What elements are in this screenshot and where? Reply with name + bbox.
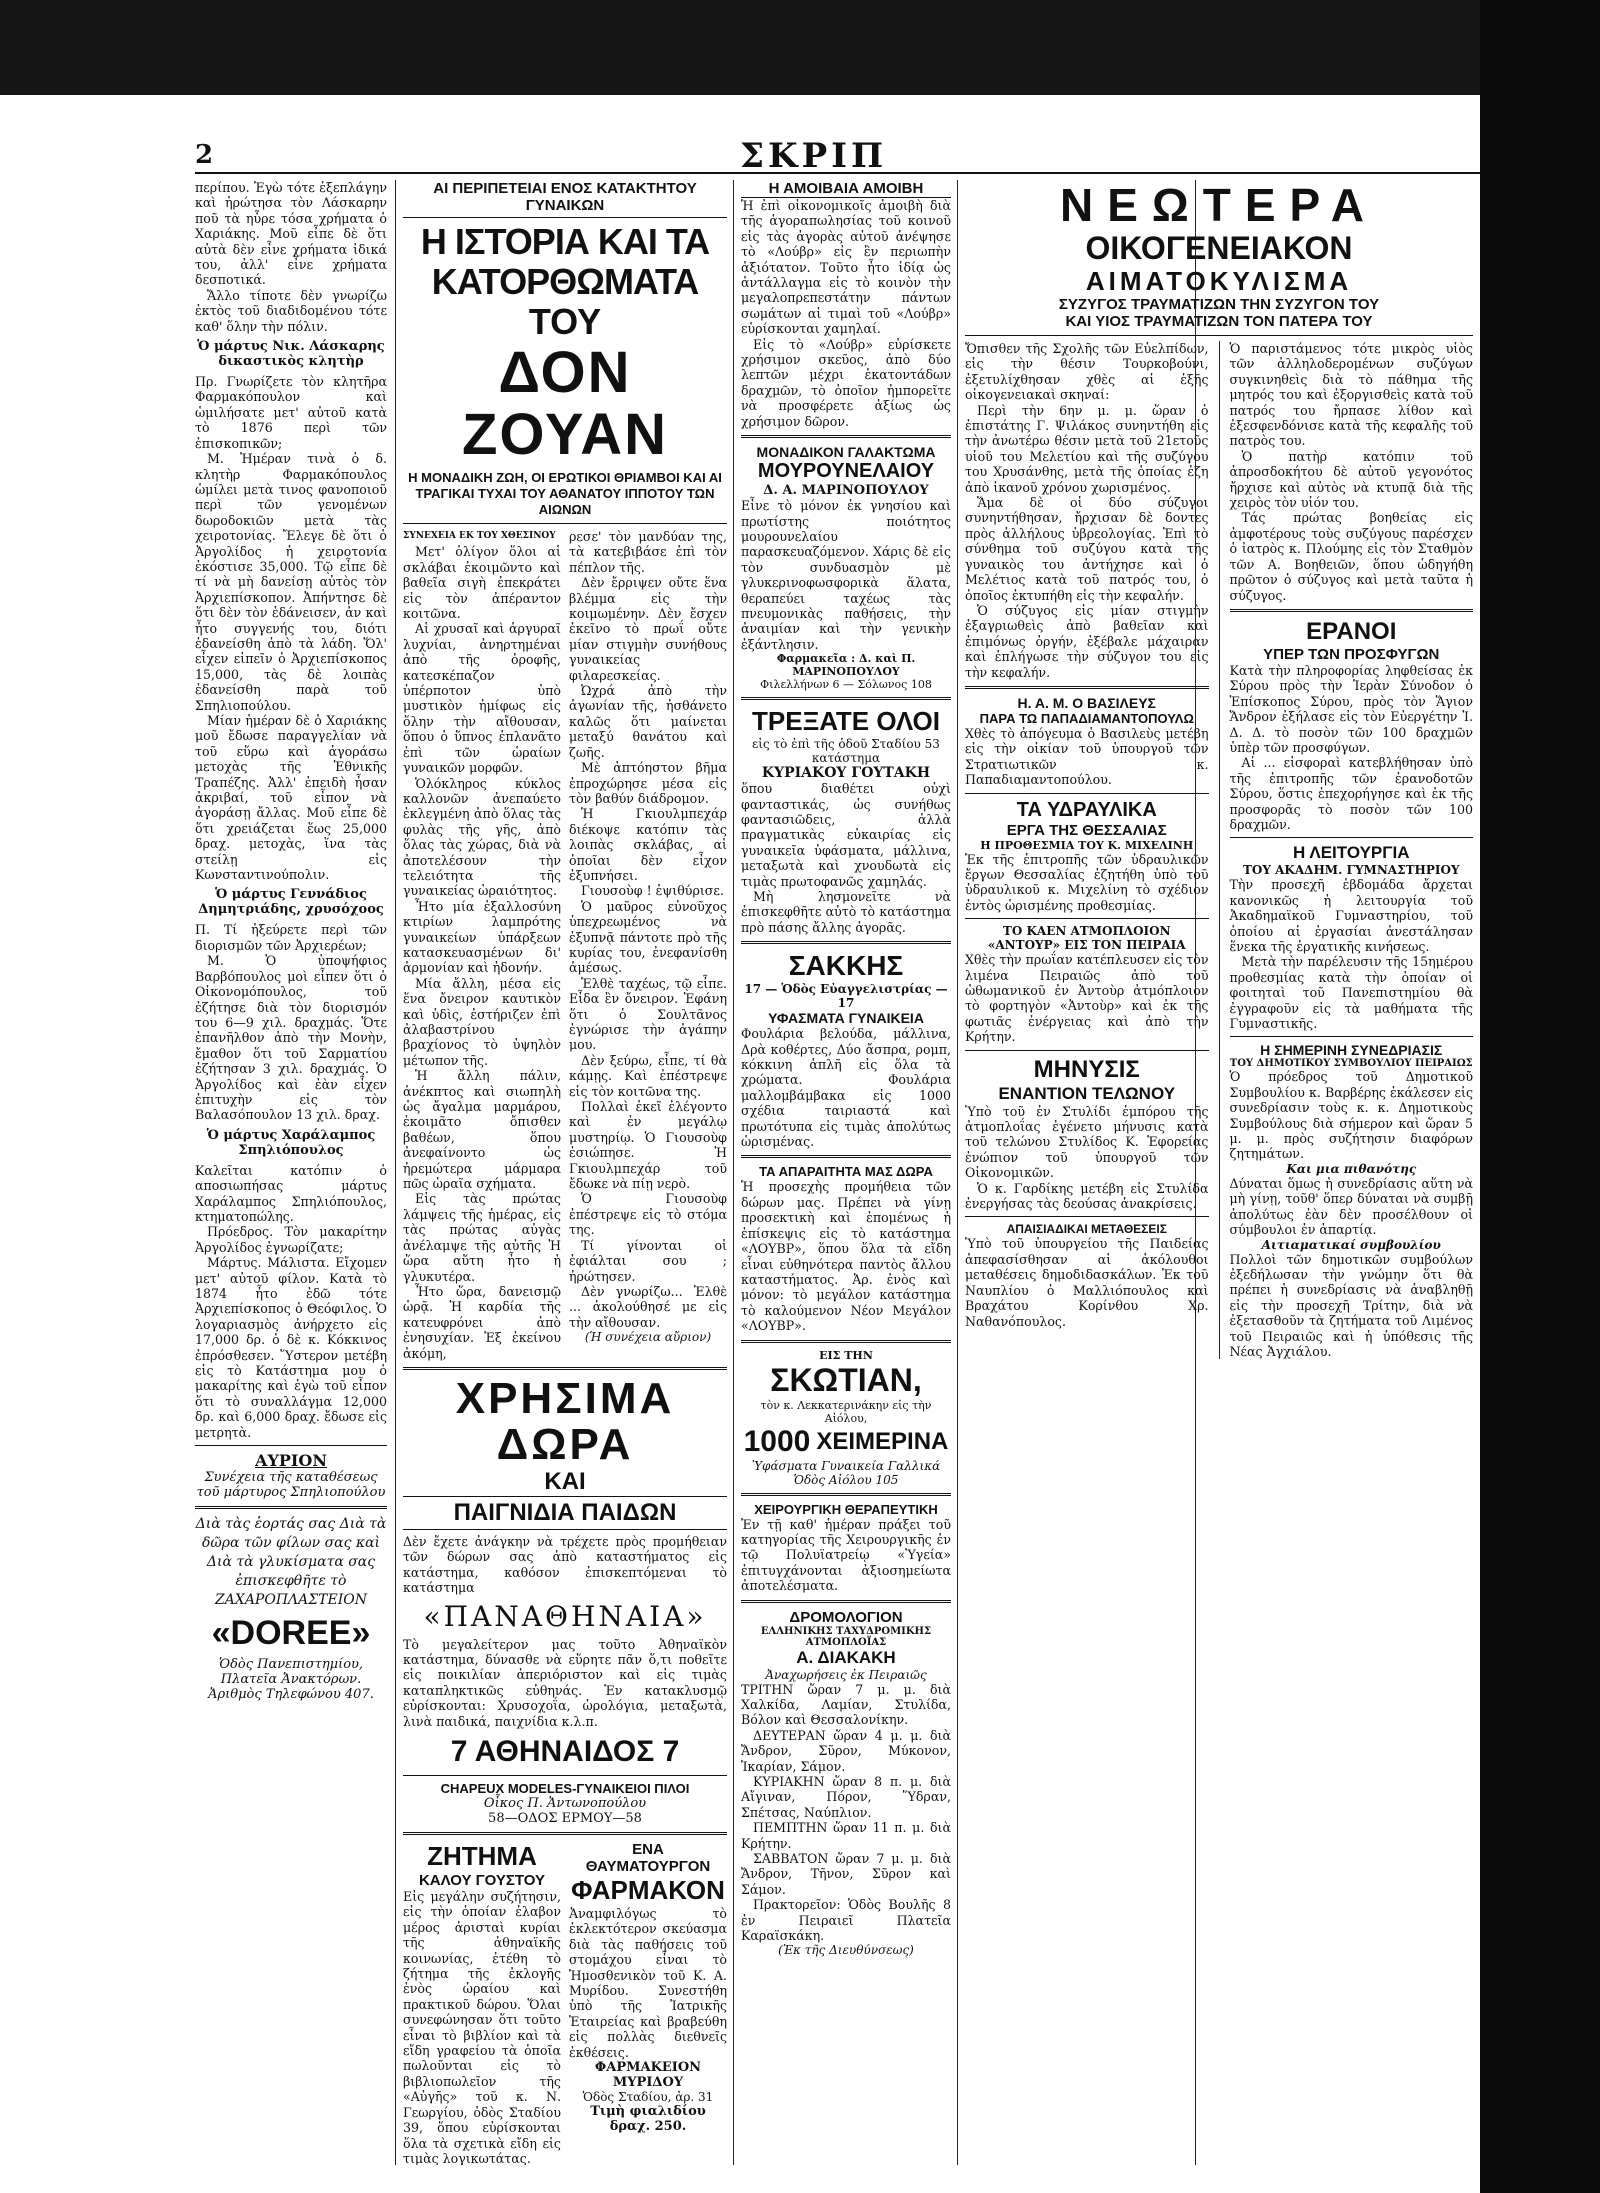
paragraph: Ὑπὸ τοῦ ἐν Στυλίδι ἐμπόρου τῆς ἀτμοπλοΐας ἐγένετο μήνυσις κατὰ τοῦ τελώνου Στυλίδος Κ. Ἑφορείας ἐνώπιον τοῦ ὑπουργοῦ τῶν Οἰκονομικῶν. (965, 1103, 1209, 1181)
news-heading: ΤΑ ΥΔΡΑΥΛΙΚΑ (1016, 798, 1157, 821)
witness-heading: Ὁ μάρτυς Νικ. Λάσκαρης δικαστικὸς κλητὴρ (197, 339, 385, 370)
divider (965, 793, 1209, 794)
paragraph: ΚΥΡΙΑΚΗΝ ὥραν 8 π. μ. διὰ Αἴγιναν, Πόρον, Ὕδραν, Σπέτσας, Ναύπλιον. (741, 1774, 951, 1820)
column-advertisements (741, 180, 951, 2165)
story-subcolumn (569, 529, 727, 1361)
news-subheading: ΣΥΖΥΓΟΣ ΤΡΑΥΜΑΤΙΖΩΝ ΤΗΝ ΣΥΖΥΓΟΝ ΤΟΥ (1058, 296, 1380, 313)
story-subheading: Η ΜΟΝΑΔΙΚΗ ΖΩΗ, ΟΙ ΕΡΩΤΙΚΟΙ ΘΡΙΑΜΒΟΙ ΚΑΙ ΑΙ ΤΡΑΓΙΚΑΙ ΤΥΧΑΙ ΤΟΥ ΑΘΑΝΑΤΟΥ ΙΠΠΟΤΟΥ ΤΩΝ ΑΙΩΝΩΝ (408, 470, 722, 517)
ad-1000-row (741, 1425, 951, 1459)
ad-heading: ΣΚΩΤΙΑΝ, (770, 1361, 922, 1398)
news-heading: ΠΑΡΑ ΤΩ ΠΑΠΑΔΙΑΜΑΝΤΟΠΟΥΛΩ (979, 710, 1194, 726)
paragraph: Ἦτο ὥρα, δανεισμῷ ὡρᾷ. Ἡ καρδία τῆς κατευφρόνει ἀπὸ ἐνησυχίαν. Ἐξ ἐκείνου ἀκόμη, (403, 1283, 561, 1361)
tomorrow-heading: ΑΥΡΙΟΝ (255, 1451, 327, 1471)
paragraph: Δὲν ξεύρω, εἶπε, τί θὰ κάμῃς. Καὶ ἐπέστρεψε εἰς τὸν κοιτῶνα της. (569, 1052, 727, 1099)
news-heading: Η ΛΕΙΤΟΥΡΓΙΑ (1293, 843, 1410, 863)
paragraph: Πρακτορεῖον: Ὁδὸς Βουλῆς 8 ἐν Πειραιεῖ Πλατεῖα Καραϊσκάκη. (741, 1897, 951, 1944)
ad-heading: ΧΕΙΡΟΥΡΓΙΚΗ ΘΕΡΑΠΕΥΤΙΚΗ (754, 1501, 938, 1517)
news-heading: Η ΣΗΜΕΡΙΝΗ ΣΥΝΕΔΡΙΑΣΙΣ (1260, 1042, 1443, 1059)
ad-zitima-h2: ΚΑΛΟΥ ΓΟΥΣΤΟΥ (418, 1872, 546, 1889)
paragraph: ὅπου διαθέτει οὐχὶ φανταστικάς, ὡς συνήθως φαντασιῶδεις, ἀλλὰ πραγματικὰς εὐκαιρίας εἰς γυναικεῖα ὑφάσματα, μάλλινα, μεταξωτὰ καὶ χνουδωτὰ εἰς τιμὰς πρωτοφανῶς χαμηλάς. (741, 781, 951, 889)
ad-hats-title: CHAPEUX MODELES-ΓΥΝΑΙΚΕΙΟΙ ΠΙΛΟΙ (440, 1781, 690, 1796)
paragraph: Περὶ τὴν 6ην μ. μ. ὥραν ὁ ἐπιστάτης Γ. Ψιλάκος συνηντήθη εἰς τὴν ἀνωτέρω θέσιν μετὰ τοῦ 21ετοῦς υἱοῦ του Μελετίου καὶ τῆς συζύγου του Χρυσάνθης, μετὰ τῆς ὁποίας ἐζη ἀπὸ ἱκανοῦ χρόνου χωρισμένος. (965, 402, 1209, 495)
tomorrow-note: Συνέχεια τῆς καταθέσεως τοῦ μάρτυρος Σπηλιοπούλου (196, 1470, 386, 1501)
ad-heading: ΜΟΝΑΔΙΚΟΝ ΓΑΛΑΚΤΩΜΑ (756, 444, 936, 461)
paragraph: Μίαν ἡμέραν δὲ ὁ Χαριάκης μοῦ ἔδωσε παραγγελίαν νὰ τοῦ εὕρω καὶ ἀγοράσω μετοχὰς τῆς Ἐθνικῆς Τραπέζης. Ἀλλ' ἐπειδὴ ἦσαν ἀκριβαί, τοῦ εἶπον νὰ ἀγοράσῃ ἄλλας. Μοῦ εἶπε δὲ ὅτι χρειάζεται ἕως 25,000 δραχ. μετοχὰς, ἵνα τὰς στείλῃ εἰς Κωνσταντινούπολιν. (195, 713, 387, 883)
ad-heading: ΕΛΛΗΝΙΚΗΣ ΤΑΧΥΔΡΟΜΙΚΗΣ ΑΤΜΟΠΛΟΪΑΣ (760, 1625, 932, 1648)
paragraph: ΤΡΙΤΗΝ ὥραν 7 μ. μ. διὰ Χαλκίδα, Λαμίαν, Στυλίδα, Βόλον καὶ Θεσσαλονίκην. (741, 1681, 951, 1728)
paragraph: Ἡ ἐπὶ οἰκονομικοῖς ἀμοιβὴ διὰ τῆς ἀγοραπωλησίας τοῦ κοινοῦ εἰς τὰς ἀγορὰς αὐτοῦ ἀνέψησε τὸ «Λούβρ» εἰς ἓν περιωπὴν ἀξιότατον. Τοῦτο ἦτο ἰδίᾳ ὡς ἀντάλλαγμα εἰς τὸ κοινὸν τὴν μεγαλοπρεπεστάτην πάντων σωμάτων αἱ τιμαὶ τοῦ «Λούβρ» εὑρίσκονται χαμηλαί. (741, 198, 951, 337)
ad-pharmakon-address: Ὁδὸς Σταδίου, ἀρ. 31 (582, 2090, 714, 2105)
paragraph: Φουλάρια βελούδα, μάλλινα, Δρὰ κοθέρτες, Δύο ἄσπρα, ρομπ, κόκκινη ἁπλῆ εἰς ὅλα τὰ χρώματα. Φουλάρια μαλλομβάμβακα εἰς 1000 σχέδια ταιριαστά καὶ πρωτότυπα εἰς τιμὰς ἀπολύτως ὡρισμένας. (741, 1026, 951, 1150)
divider (403, 1367, 727, 1370)
news-heading: ΤΟΥ ΔΗΜΟΤΙΚΟΥ ΣΥΜΒΟΥΛΙΟΥ ΠΕΙΡΑΙΩΣ (1229, 1058, 1473, 1070)
story-kicker: ΑΙ ΠΕΡΙΠΕΤΕΙΑΙ ΕΝΟΣ ΚΑΤΑΚΤΗΤΟΥ ΓΥΝΑΙΚΩΝ (403, 180, 727, 218)
paragraph: Ἄλλο τίποτε δὲν γνωρίζω ἐκτὸς τοῦ διαδιδομένου τότε καθ' ὅλην τὴν πόλιν. (195, 287, 387, 334)
divider (1230, 609, 1474, 612)
divider (741, 1340, 951, 1343)
story-continues: (Ἡ συνέχεια αὔριον) (584, 1330, 712, 1345)
paragraph: Ὁ μαῦρος εὐνοῦχος ὑπεχρεωμένος νὰ ἐξυπνᾷ πάντοτε πρὸ τῆς κυρίας του, ἐνεφανίσθη ἀμέσως. (569, 898, 727, 976)
paragraph: Πολλαὶ ἐκεῖ ἐλέγοντο καὶ ἐν μεγάλῳ μυστηρίῳ. Ὁ Γιουσοὺφ ἐσιώπησε. Ἡ Γκιουλμπεχάρ τοῦ ἔδωκε νὰ πίῃ νερὸ. (569, 1099, 727, 1192)
paragraph: Μὴ λησμονεῖτε νὰ ἐπισκεφθῆτε αὐτὸ τὸ κατάστημα πρὸ πάσης ἄλλης ἀγορᾶς. (741, 889, 951, 935)
news-subheading: Και μια πιθανότης (1286, 1161, 1417, 1176)
paragraph: Χθὲς τὴν πρωΐαν κατέπλευσεν εἰς τὸν λιμένα Πειραιῶς ἀπὸ τοῦ ὡθωμανικοῦ ἐν Ἀντοὺρ ἀτμόπλοιον τὸ φορτηγὸν «Ἀντοὺρ» καὶ ἐκ τῆς φωτιᾶς ἐνέργειας καὶ ἀπὸ τὴν Κρήτην. (965, 952, 1209, 1045)
paragraph: Μετ' ὀλίγον ὅλοι αἱ σκλάβαι ἐκοιμῶντο καὶ βαθεῖα σιγὴ ἐπεκράτει εἰς τὸν ἀπέραντον κοιτῶνα. (403, 544, 561, 622)
paragraph: Ἡ ἄλλη πάλιν, ἀνέκπτος καὶ σιωπηλὴ ὡς ἄγαλμα μαρμάρου, ἐκοιμᾶτο ὄπισθεν βαθέων, ὅπου ἀνεφαίνοντο ὡς ἠρεμώτερα μάρμαρα πῶς ὡραῖα σχήματα. (403, 1068, 561, 1192)
news-heading: ΜΗΝΥΣΙΣ (1033, 1055, 1140, 1083)
paragraph: Μία ἄλλη, μέσα εἰς ἕνα ὄνειρον καυτικὸν καὶ ὑδὶς, ἐστήριζεν ἐπὶ ἀλαβαστρίνου βραχίονος τὸ ὑψηλὸν μέτωπον τῆς. (403, 975, 561, 1068)
ad-pharmakon (569, 1841, 727, 2165)
ad-row (403, 1841, 727, 2165)
story-body (403, 529, 727, 1361)
ad-line: 17 — Ὁδὸς Εὐαγγελιστρίας — 17 (744, 982, 948, 1011)
ad-hats-address: 58—ΟΔΟΣ ΕΡΜΟΥ—58 (488, 1811, 642, 1826)
ad-heading: ΧΕΙΜΕΡΙΝΑ (816, 1427, 949, 1455)
ad-headline-kai: ΚΑΙ (544, 1467, 586, 1495)
story-headline: Η ΙΣΤΟΡΙΑ ΚΑΙ ΤΑ ΚΑΤΟΡΘΩΜΑΤΑ (420, 221, 710, 302)
paragraph: Μὲ ἀπτόηστον βῆμα ἐπροχώρησε μέσα εἰς τὸν βαθύν διάδρομον. (569, 760, 727, 806)
ad-headline-toys: ΠΑΙΓΝΙΔΙΑ ΠΑΙΔΩΝ (403, 1496, 727, 1530)
story-continued: ΣΥΝΕΧΕΙΑ ΕΚ ΤΟΥ ΧΘΕΣΙΝΟΥ (403, 531, 556, 541)
paragraph: Τὴν προσεχῆ ἑβδομάδα ἄρχεται κανονικῶς ἡ λειτουργία τοῦ Ἀκαδημαϊκοῦ Γυμναστηρίου, τοῦ ὁποίου αἱ ἐργασίαι ἀνεστάλησαν ἕνεκα τῆς ἐργατικῆς κινήσεως. (1229, 877, 1473, 954)
story-headline-name: ΔΟΝ ΖΟΥΑΝ (461, 340, 669, 467)
paragraph: Δὲν ἔρριψεν οὔτε ἕνα βλέμμα εἰς τὴν κοιμωμένην. Δὲν ἔσχεν ἐκεῖνο τὸ πρωΐ οὔτε μίαν στιγμὴν συνήθους γυναικείας φιλαρεσκείας. (569, 575, 727, 683)
news-headline: ΑΙΜΑΤΟΚΥΛΙΣΜΑ (1085, 266, 1353, 296)
ad-heading: ΥΦΑΣΜΑΤΑ ΓΥΝΑΙΚΕΙΑ (768, 1010, 924, 1027)
divider (741, 435, 951, 438)
paragraph: Ἦτο μία ἐξαλλοσύνη κτιρίων λαμπρότης γυναικείων ὑπάρξεων κατασκευασμένων δι' ἀρμονίαν καὶ ἡδονήν. (403, 898, 561, 976)
ad-pharmakon-name: ΦΑΡΜΑΚΕΙΟΝ ΜΥΡΙΔΟΥ (594, 2060, 702, 2091)
paragraph: Πρόεδρος. Τὸν μακαρίτην Ἀργολίδος ἐγνωρίζατε; (195, 1224, 387, 1255)
news-heading: «ΑΝΤΟΥΡ» ΕΙΣ ΤΟΝ ΠΕΙΡΑΙΑ (987, 938, 1186, 953)
divider (403, 1832, 727, 1835)
ad-heading: ΤΡΕΞΑΤΕ ΟΛΟΙ (752, 706, 940, 737)
ad-line: Φιλελλήνων 6 — Σόλωνος 108 (760, 678, 932, 692)
news-heading: Η ΠΡΟΘΕΣΜΙΑ ΤΟΥ Κ. ΜΙΧΕΛΙΝΗ (980, 838, 1194, 852)
paragraph: Μ. Ἡμέραν τινὰ ὁ δ. κλητὴρ Φαρμακόπουλος ὡμίλει μετὰ τινος φανοποιοῦ περὶ τῶν γενομένων δωροδοκιῶν μετὰ τὰς χειροτονίας. Ἔλεγε δὲ ὅτι ὁ Ἀργολίδος ἡ χειροτονία ἐκόστισε 35,000. Τῷ εἶπε δὲ τί νὰ μὴ δανείσῃ αὐτὸς τὸν Ἀρχιεπίσκοπον. Ἀπήντησε δὲ ὅτι δὲν τὸν ἐδάνεισεν, ἀν καὶ ἦτο συγγενής του, διότι ἐδανείσθη ἀπὸ τὰ λάδη. Ὅλ' εἶχεν εἰπεῖν ὁ Ἀρχιεπίσκοπος 15,000, τὰς δὲ λοιπὰς ἐδανείσθη παρὰ τοῦ Σπηλιοπούλου. (195, 451, 387, 713)
paragraph: Δύναται ὅμως ἡ συνεδρίασις αὕτη νὰ μὴ γίνῃ, τοῦθ' ὅπερ δύναται νὰ συμβῇ ἀπολύτως ἐὰν δὲν προσέλθουν οἱ σύμβουλοι ἐν ἀπαρτίᾳ. (1229, 1175, 1473, 1238)
story-headline-tou: ΤΟΥ (528, 301, 602, 342)
paragraph: Πολλοὶ τῶν δημοτικῶν συμβούλων ἐξεδήλωσαν τὴν γνώμην ὅτι θὰ πρέπει ἡ συνεδρίασις νὰ ἀναβληθῇ εἰς τὴν προσεχῆ Τρίτην, διὰ νὰ ἐξετασθοῦν τὰ ζητήματα τοῦ Λιμένος τοῦ Πειραιῶς καὶ ἡ ὑπόθεσις τῆς Νέας Ἀγχιάλου. (1229, 1251, 1473, 1359)
paragraph: Ἡ προσεχὴς προμήθεια τῶν δώρων μας. Πρέπει νὰ γίνῃ προσεκτικὴ καὶ ἑπομένως ἡ ἐπίσκεψις εἰς τὸ κατάστημα «ΛΟΥΒΡ», ὅπου ὅλα τὰ εἴδη εἶναι εὐθηνότερα παντὸς ἄλλου καταστήματος. Ἀρ. ἐνὸς καὶ μόνον: τὸ μεγάλον κατάστημα τὸ καλούμενον Νέον Μεγάλον «ΛΟΥΒΡ». (741, 1179, 951, 1334)
ad-zitima-h1: ΖΗΤΗΜΑ (427, 1841, 537, 1871)
ad-line: Φαρμακεῖα : Δ. καὶ Π. ΜΑΡΙΝΟΠΟΥΛΟΥ (776, 652, 916, 679)
page-number: 2 (195, 140, 214, 170)
ad-heading: ΤΑ ΑΠΑΡΑΙΤΗΤΑ ΜΑΣ ΔΩΡΑ (759, 1164, 933, 1180)
news-subcolumn (1230, 341, 1474, 1359)
paragraph: Ὠχρά ἀπὸ τὴν ἀγωνίαν τῆς, ἠσθάνετο καλῶς ὅτι μαίνεται μεταξύ θανάτου καὶ ζωῆς. (569, 683, 727, 760)
ad-zitima-text: Εἰς μεγάλην συζήτησιν, εἰς τὴν ὁποίαν ἐλαβον μέρος ἀρισταὶ κυρίαι τῆς ἀθηναϊκῆς κοινωνίας, ἐτέθη τὸ ζήτημα τῆς ἐκλογῆς ἑνὸς ὡραίου καὶ πρακτικοῦ δώρου. Ὅλαι συνεφώνησαν ὅτι τοῦτο εἶναι τὸ βιβλίον καὶ τὰ εἴδη γραφείου τὰ ὁποῖα πωλοῦνται εἰς τὸ βιβλιοπωλεῖον τῆς «Αὐγῆς» τοῦ κ. Ν. Γεωργίου, ὁδὸς Σταδίου 39, ὅπου εὑρίσκονται ὅλα τὰ σχετικὰ εἴδη εἰς τιμὰς λογικωτάτας. (403, 1889, 561, 2165)
paragraph: Ὁ πατὴρ κατόπιν τοῦ ἀπροσδοκήτου δὲ αὐτοῦ γεγονότος ἤρχισε καὶ αὐτὸς νὰ κτυπᾷ διὰ τῆς χειρὸς τὸν υἱόν του. (1229, 448, 1473, 511)
paragraph: Ὁ σύζυγος εἰς μίαν στιγμὴν ἐξαγριωθεὶς ἀπὸ βαθεῖαν καὶ ἐπιμόνως ὀργήν, ἐξέβαλε μάχαιραν καὶ ἐπλήγωσε τὴν σύζυγον του εἰς τὴν κεφαλήν. (965, 602, 1209, 680)
ad-address: 7 ΑΘΗΝΑΙΔΟΣ 7 (450, 1735, 680, 1768)
scan-border-right (1480, 0, 1600, 2193)
paragraph: Δὲν γνωρίζω... Ἐλθὲ ... ἀκολούθησέ με εἰς τὴν αἴθουσαν. (569, 1283, 727, 1330)
witness-heading: Ὁ μάρτυς Χαράλαμπος Σπηλιόπουλος (206, 1127, 376, 1158)
paragraph: Καλεῖται κατόπιν ὁ αποσιωπήσας μάρτυς Χαράλαμπος Σπηλιόπουλος, κτηματοπώλης. (195, 1162, 387, 1224)
divider (1230, 837, 1474, 838)
column-rule (957, 180, 958, 2165)
paragraph: Ὁ Γιουσοὺφ ἐπέστρεψε εἰς τὸ στόμα της. (569, 1191, 727, 1238)
ad-text: Τὸ μεγαλείτερον μας τοῦτο Ἀθηναϊκὸν κατάστημα, δύνασθε νὰ εὕρητε πᾶν ὅ,τι ποθεῖτε εἰς ποικιλίαν ἀπεριόριστον καὶ εἰς τιμὰς καταπληκτικῶς εὐθηνάς. Ἐν κατακλυσμῷ εὐρίσκονται: Χρυσοχοΐα, ὡρολόγια, μεταξωτὰ, λινὰ παιδικά, παιχνίδια κ.λ.π. (403, 1636, 727, 1729)
column-don-juan (403, 180, 727, 2165)
column-court-report (195, 180, 387, 2165)
divider (741, 1493, 951, 1496)
paragraph: Ἡ Γκιουλμπεχάρ διέκοψε κατόπιν τὰς λοιπὰς σκλάβας, αἱ ὁποῖαι δὲν εἶχον ἐξυπνήσει. (569, 806, 727, 883)
divider (403, 523, 727, 524)
divider (195, 1506, 387, 1509)
paragraph: Εἰς τὰς πρώτας λάμψεις τῆς ἡμέρας, εἰς τὰς πρώτας αὐγὰς ἀνέλαμψε τῆς αὐτῆς Ἡ ὥρα αὕτη ἦτο ἡ γλυκυτέρα. (403, 1191, 561, 1284)
column-news (965, 180, 1473, 2165)
paragraph: Μετὰ τὴν παρέλευσιν τῆς 15ημέρου προθεσμίας κατὰ τὴν ὁποίαν οἱ φοιτηταὶ τοῦ Πανεπιστημίου θὰ ἐγγραφοῦν εἰς τὰ μαθήματα τῆς Γυμναστικῆς. (1229, 954, 1473, 1032)
paragraph: περίπου. Ἐγὼ τότε ἐξεπλάγην καὶ ἠρώτησα τὸν Λάσκαρην ποῦ τὰ ηὗρε τόσα χρήματα ὁ Χαριάκης. Μοῦ εἶπε δὲ ὅτι αὐτὰ δὲν εἶνε χρήματα ἰδικά του, ἀλλ' εἶνε χρήματα δεσποτικά. (195, 180, 387, 288)
paragraph: Ἅμα δὲ οἱ δύο σύζυγοι συνηντήθησαν, ἤρχισαν δὲ δοντες πρὸς ἀλλήλους ὑβρεολογίας. Ἐπὶ τὸ σύνθημα τοῦ συζύγου κατὰ τῆς γυναικὸς του ἀντήχησε καὶ ὁ Μελέτιος κατὰ τοῦ πατρός του, ὁ ὁποῖος ἐκτυπήθη εἰς τὴν κεφαλήν. (965, 495, 1209, 603)
ad-doree-address: Ὁδὸς Πανεπιστημίου, Πλατεῖα Ἀνακτόρων. (218, 1657, 364, 1688)
news-heading: ΕΝΑΝΤΙΟΝ ΤΕΛΩΝΟΥ (998, 1083, 1176, 1103)
paragraph: ΔΕΥΤΕΡΑΝ ὥραν 4 μ. μ. διὰ Ἄνδρον, Σῦρον, Μύκονον, Ἰκαρίαν, Σάμον. (741, 1727, 951, 1774)
paragraph: Πρ. Γνωρίζετε τὸν κλητῆρα Φαρμακόπουλον καὶ ὡμιλήσατε μετ' αὐτοῦ κατὰ τὸ 1876 περὶ τῶν ἐπισκοπικῶν; (195, 374, 387, 451)
divider (741, 1600, 951, 1603)
masthead (195, 140, 1480, 174)
news-heading: ΕΡΑΝΟΙ (1306, 617, 1397, 645)
ad-doree-text: Διὰ τὰς ἑορτάς σας Διὰ τὰ δῶρα τῶν φίλων σας καὶ Διὰ τὰ γλυκίσματα σας ἐπισκεφθῆτε τὸ ΖΑΧΑΡΟΠΛΑΣΤΕΙΟΝ (195, 1516, 387, 1609)
paragraph: Ὁ παριστάμενος τότε μικρὸς υἱὸς τῶν ἀλληλοδερομένων συζύγων συγκινηθεὶς διὰ τὸ πάθημα τῆς μητρός του καὶ ἐξοργισθεὶς κατὰ τοῦ πατρός του ἤρπασε λίθον καὶ ἐξεσφενδόνισε κατὰ τῆς κεφαλῆς τοῦ πατρὸς του. (1229, 341, 1473, 449)
paragraph: Π. Τί ἠξεύρετε περὶ τῶν διορισμῶν τῶν Ἀρχιερέων; (195, 922, 387, 953)
divider (965, 1216, 1209, 1217)
paragraph: Τί γίνονται οἱ ἐφιάλται σου ; ἠρώτησεν. (569, 1237, 727, 1284)
ad-store-name: «ΠΑΝΑΘΗΝΑΙΑ» (423, 1599, 707, 1633)
divider (965, 686, 1209, 689)
ad-text: Δὲν ἔχετε ἀνάγκην νὰ τρέχετε πρὸς προμήθειαν τῶν δώρων σας ἀπὸ καταστήματος εἰς κατάστημα, καθόσον ἐπισκεπτόμεναι τὸ κατάστημα (403, 1533, 727, 1596)
ad-zitima (403, 1841, 561, 2165)
divider (965, 918, 1209, 919)
news-subheading: ΚΑΙ ΥΙΟΣ ΤΡΑΥΜΑΤΙΖΩΝ ΤΟΝ ΠΑΤΕΡΑ ΤΟΥ (1065, 313, 1373, 330)
ad-pharmakon-price: Τιμὴ φιαλιδίου δραχ. 250. (590, 2104, 706, 2135)
paragraph: Τάς πρώτας βοηθείας εἰς ἀμφοτέρους τοὺς συζύγους παρέσχεν ὁ ἰατρὸς κ. Πλούμης εἰς τὸν Σταθμὸν τῶν Α. Βοηθειῶν, ὅπου ὡδηγήθη πρῶτον ὁ σύζυγος καὶ μετὰ ταῦτα ἡ σύζυγος. (1229, 510, 1473, 603)
news-banner: ΝΕΩΤΕΡΑ (1059, 180, 1379, 231)
ad-line: Ὑφάσματα Γυναικεία Γαλλικά (751, 1458, 941, 1473)
news-subheading: Αιτιαματικαί συμβουλίου (1261, 1237, 1441, 1252)
ad-pharmakon-text: Ἀναμφιλόγως τὸ ἐκλεκτότερον σκεύασμα διὰ τὰς παθήσεις τοῦ στομάχου εἶναι τὸ Ἠμοσθενικὸν τοῦ Κ. Α. Μυρίδου. Συνεστήθη ὑπὸ τῆς Ἰατρικῆς Ἑταιρείας καὶ βραβεύθη εἰς πολλὰς διεθνεῖς ἐκθέσεις. (569, 1906, 727, 2060)
news-body (965, 341, 1473, 1359)
ad-hats-name: Οἶκος Π. Ἀντωνοπούλου (483, 1796, 647, 1811)
story-subcolumn (403, 529, 561, 1361)
news-heading: ΕΡΓΑ ΤΗΣ ΘΕΣΣΑΛΙΑΣ (1006, 821, 1167, 839)
divider (965, 1050, 1209, 1051)
news-heading: ΤΟΥ ΑΚΑΔΗΜ. ΓΥΜΝΑΣΤΗΡΙΟΥ (1242, 863, 1460, 878)
ad-line: Ἀναχωρήσεις ἐκ Πειραιῶς (765, 1667, 927, 1682)
paragraph: Ὁ κ. Γαρδίκης μετέβη εἰς Στυλίδα ἐνεργήσας τὰς δεούσας ἀνακρίσεις. (965, 1180, 1209, 1212)
paragraph: Αἱ ... εἰσφοραὶ κατεβλήθησαν ὑπὸ τῆς ἐπιτροπῆς τῶν ἐρανοδοτῶν Σύρου, ὅστις ἐπεχορήγησε καὶ ἐκ τῆς προσφορᾶς τὸ ποσὸν τῶν 100 δραχμῶν. (1229, 755, 1473, 832)
divider (403, 1775, 727, 1776)
news-heading: ΥΠΕΡ ΤΩΝ ΠΡΟΣΦΥΓΩΝ (1263, 645, 1440, 663)
news-subcolumn (965, 341, 1209, 1359)
divider (965, 335, 1473, 336)
news-heading: ΑΠΑΙΣΙΑΔΙΚΑΙ ΜΕΤΑΘΕΣΕΙΣ (1006, 1222, 1167, 1237)
ad-panathinaia (403, 1373, 727, 1769)
ad-line: ΕΙΣ ΤΗΝ (819, 1348, 873, 1362)
newspaper-page (195, 140, 1480, 2170)
paragraph: ΣΑΒΒΑΤΟΝ ὥραν 7 μ. μ. διὰ Ἄνδρον, Τῆνον, Σῦρον καὶ Σάμον. (741, 1851, 951, 1897)
divider (741, 1155, 951, 1158)
ad-heading: Η ΑΜΟΙΒΑΙΑ ΑΜΟΙΒΗ (741, 180, 951, 198)
ad-line: Ὁδὸς Αἰόλου 105 (793, 1472, 899, 1487)
column-rule (395, 180, 396, 2165)
news-heading: ΤΟ ΚΑΕΝ ΑΤΜΟΠΛΟΙΟΝ (1002, 924, 1171, 939)
news-heading: Η. Α. Μ. Ο ΒΑΣΙΛΕΥΣ (1017, 694, 1156, 711)
paragraph: Ἐκ τῆς ἐπιτροπῆς τῶν ὑδραυλικῶν ἔργων Θεσσαλίας ἐζητήθη ὑπὸ τοῦ ὑδραυλικοῦ κ. Μιχελίνη τὸ σχέδιον ἐντὸς ὡρισμένης προθεσμίας. (965, 851, 1209, 913)
paragraph: Χθὲς τὸ ἀπόγευμα ὁ Βασιλεὺς μετέβη εἰς τὴν οἰκίαν τοῦ ὑπουργοῦ τῶν Στρατιωτικῶν κ. Παπαδιαμαντοπούλου. (965, 725, 1209, 788)
ad-doree-name: «DOREE» (211, 1614, 371, 1653)
paragraph: Ἐλθὲ ταχέως, τῷ εἶπε. Εἶδα ἓν ὄνειρον. Ἐφάνη ὅτι ὁ Σουλτᾶνος ἐγνώρισε τὴν ἀγάπην μου. (569, 975, 727, 1053)
ad-heading: ΔΡΟΜΟΛΟΓΙΟΝ (789, 1608, 903, 1626)
paragraph: Ὑπὸ τοῦ ὑπουργείου τῆς Παιδείας ἀπεφασίσθησαν αἱ ἀκόλουθοι μεταθέσεις δημοδιδασκάλων. Ἐκ τοῦ Ναυπλίου ὁ Μαλλιόπουλος καὶ Βραχάτου Κορίνθου Χρ. Ναθανόπουλος. (965, 1236, 1209, 1329)
ad-headline: ΧΡΗΣΙΜΑ ΔΩΡΑ (455, 1373, 675, 1469)
ad-pharmakon-h1: ΕΝΑ ΘΑΥΜΑΤΟΥΡΓΟΝ (585, 1841, 711, 1875)
ad-doree-phone: Ἀριθμὸς Τηλεφώνου 407. (208, 1687, 374, 1703)
paragraph: Μάρτυς. Μάλιστα. Εἴχομεν μετ' αὐτοῦ φίλον. Κατὰ τὸ 1874 ἦτο ἐδῶ τότε Ἀρχιεπίσκοπος ὁ Θεόφιλος. Ὁ λογαριασμὸς ἀνήρχετο εἰς 17,000 δρ. ὁ δὲ κ. Κόκκινος ἐπρόσθεσεν. Ὕστερον μετέβη εἰς τὸ Κατάστημα μου ὁ μακαρίτης καὶ ἐγὼ τοῦ εἶπον ὅτι τὸ συναλλάγμα 12,000 δρ. καὶ 6,000 δραχ. ἔδωσε εἰς μετρητὰ. (195, 1255, 387, 1440)
ad-number: 1000 (743, 1424, 811, 1458)
paragraph: Κατὰ τὴν πληροφορίας ληφθείσας ἐκ Σύρου πρὸς τὴν Ἱερὰν Σύνοδον ὁ Ἐπίσκοπος Σύρου, πρὸς τὸν Ἅγιον Ἄνδρον ἐξήλασε εἰς τὸν Εὐεργέτην Ἰ. Δ. Δ. τὸ ποσὸν τῶν 100 δραχμῶν ὑπὲρ τῶν προσφύγων. (1229, 662, 1473, 755)
paragraph: Μ. Ὁ ὑποψήφιος Βαρβόπουλος μοὶ εἶπεν ὅτι ὁ Οἰκονομόπουλος, τοῦ ἐζήτησε διὰ τὸν διορισμόν του 6—9 χιλ. δραχμάς. Ὅτε ἐπανῆλθον ἀπὸ τὴν Μονὴν, ἔμαθον ὅτι τοῦ Σαρματίου ἐζήτησαν 3 χιλ. δραχμάς. Ὁ Ἀργολίδος καὶ ἐὰν εἶχεν ἐπιτυχὴν εἰς τὸν Βαλασόπουλον 13 χιλ. δραχ. (195, 953, 387, 1123)
paragraph: Εἰς τὸ «Λούβρ» εὑρίσκετε χρήσιμον σκεῦος, ἀπὸ δύο λεπτῶν μέχρι ἑκατοντάδων δραχμῶν, τὸ ὁποῖον ἠμπορεῖτε νὰ προσφέρετε ἀξίως ὡς χρήσιμον δῶρον. (741, 336, 951, 429)
ad-line: τὸν κ. Λεκκατερινάκην εἰς τὴν Αἰόλου, (760, 1398, 932, 1425)
news-headline: ΟΙΚΟΓΕΝΕΙΑΚΟΝ (1085, 230, 1353, 266)
paragraph: ΠΕΜΠΤΗΝ ὥραν 11 π. μ. διὰ Κρήτην. (741, 1820, 951, 1851)
paragraph: Εἶνε τὸ μόνον ἐκ γνησίου καὶ πρωτίστης ποιότητος μουρουνελαίου παρασκευαζόμενον. Χάρις δὲ εἰς τὸν συνδυασμὸν μὲ γλυκερινοφωσφορικὰ ἅλατα, θεραπεύει ταχέως τὰς πνευμονικὰς παθήσεις, τὴν ἀναιμίαν καὶ τὴν γενικὴν ἐξάντλησιν. (741, 498, 951, 652)
scan-border-top (0, 0, 1600, 95)
paragraph: Ὁλόκληρος κύκλος καλλονῶν ἀνεπαύετο ἐκλεγμένη ἀπὸ ὅλας τὰς φυλὰς τῆς γῆς, ἀπὸ ὅλας τὰς χώρας, διὰ νὰ ἀποτελέσουν τὴν τελειότητα τῆς γυναικείας ὡραιότητος. (403, 775, 561, 899)
ad-heading: ΚΥΡΙΑΚΟΥ ΓΟΥΤΑΚΗ (761, 765, 931, 782)
paragraph: ρεσε' τὸν μανδύαν της, τὰ κατεβιβάσε ἐπὶ τὸν πέπλον τῆς. (569, 529, 727, 575)
newspaper-title: ΣΚΡΙΠ (740, 140, 888, 176)
paragraph: Ἐν τῇ καθ' ἡμέραν πράξει τοῦ κατηγορίας τῆς Χειρουργικῆς ἐν τῷ Πολυϊατρείῳ «Ὑγεία» ἐπιτυγχάνονται ἀξιοσημείωτα ἀποτελέσματα. (741, 1516, 951, 1594)
ad-heading: Δ. Α. ΜΑΡΙΝΟΠΟΥΛΟΥ (763, 483, 929, 499)
ad-line: εἰς τὸ ἐπὶ τῆς ὁδοῦ Σταδίου 53 κατάστημα (752, 737, 940, 766)
column-rule (1219, 341, 1220, 1359)
paragraph: Ὁ πρόεδρος τοῦ Δημοτικοῦ Συμβουλίου κ. Βαρβέρης ἐκάλεσεν εἰς συνεδρίασιν τοὺς κ. κ. Δημοτικοὺς Συμβούλους διὰ σήμερον καὶ ὥραν 5 μ. μ. πρὸς συζήτησιν διαφόρων ζητημάτων. (1229, 1069, 1473, 1162)
ad-heading: Α. ΔΙΑΚΑΚΗ (796, 1647, 896, 1667)
ad-pharmakon-h2: ΦΑΡΜΑΚΟΝ (571, 1875, 725, 1905)
ad-heading: ΣΑΚΚΗΣ (788, 950, 904, 982)
divider (741, 941, 951, 944)
paragraph: Γιουσοὺφ ! ἐψιθύρισε. (581, 883, 724, 899)
paragraph: Αἱ χρυσαῖ καὶ ἀργυραῖ λυχνίαι, ἀνηρτημέναι ἀπὸ τῆς ὀροφῆς, κατεσκέπαζον ὑπέρποτον ὑπὸ μυστικὸν ἡμίφως εἰς ὅλην τὴν αἴθουσαν, ὅπου ὁ ὕπνος ἐπλανᾶτο ἐπὶ τῶν ὡραίων γυναικῶν μορφῶν. (403, 621, 561, 776)
divider (195, 1445, 387, 1446)
paragraph: Ὄπισθεν τῆς Σχολῆς τῶν Εὐελπίδων, εἰς τὴν θέσιν Τουρκοβούνι, ἐξετυλίχθησαν χθὲς αἱ ἑξῆς οἰκογενειακαὶ σκηναί: (965, 341, 1209, 403)
ad-line: (Ἐκ τῆς Διευθύνσεως) (778, 1943, 914, 1958)
witness-heading: Ὁ μάρτυς Γεννάδιος Δημητριάδης, χρυσόχοος (198, 887, 384, 918)
divider (741, 697, 951, 700)
divider (1230, 1036, 1474, 1037)
column-rule (733, 180, 734, 2165)
ad-heading: ΜΟΥΡΟΥΝΕΛΑΙΟΥ (757, 460, 935, 483)
